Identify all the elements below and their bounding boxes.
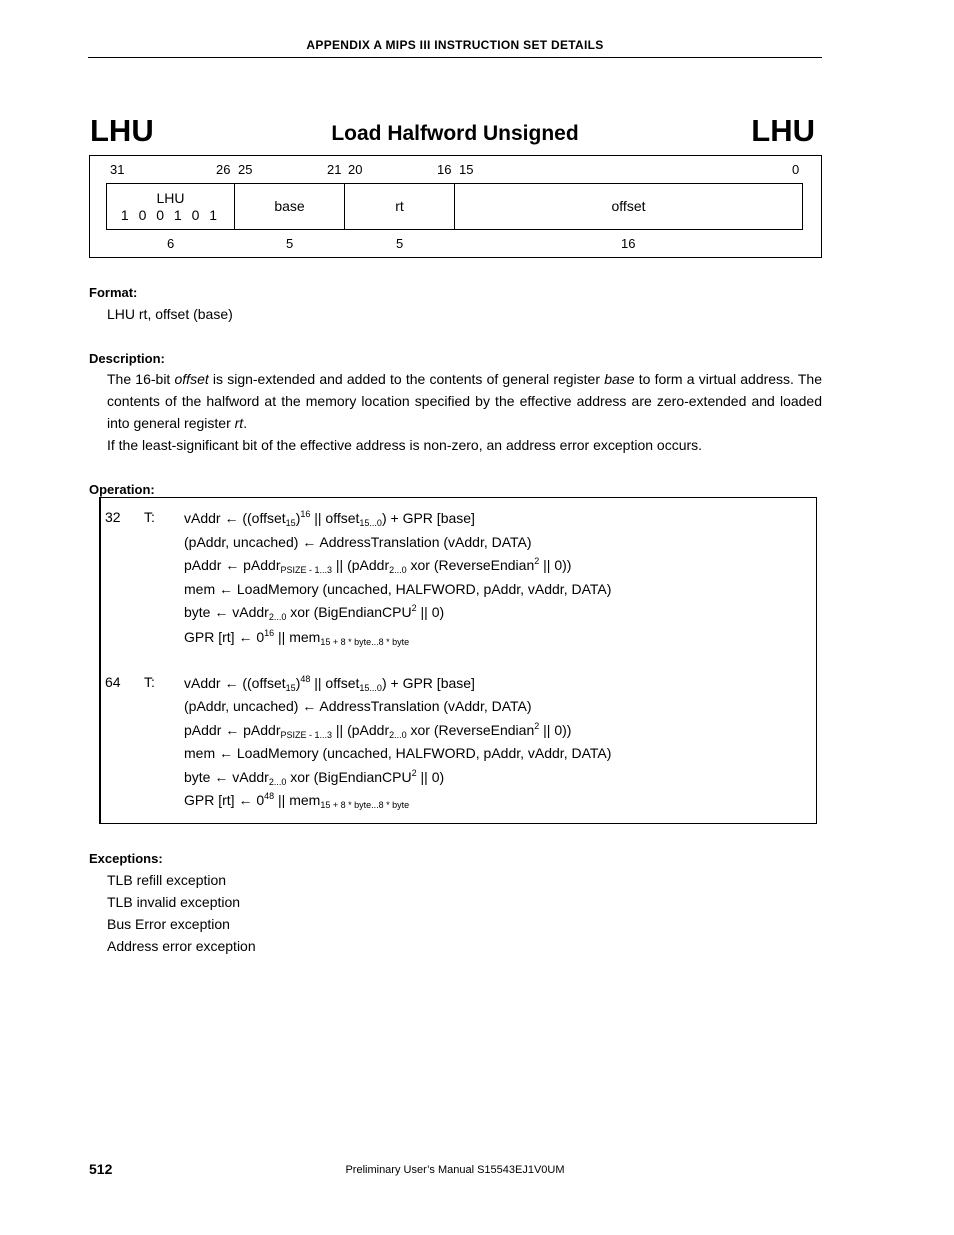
bit-label-0: 0	[792, 162, 800, 177]
exception-item: TLB refill exception	[107, 872, 227, 888]
exception-item: Address error exception	[107, 938, 256, 954]
instruction-title: Load Halfword Unsigned	[331, 122, 579, 145]
op32-line-4: mem ← LoadMemory (uncached, HALFWORD, pAddr, vAddr, DATA)	[184, 581, 612, 597]
bit-label-21: 21	[327, 162, 342, 177]
op-timing-64: T:	[144, 674, 155, 690]
encoding-fields	[106, 183, 803, 230]
op64-line-6: GPR [rt] ← $0^{48}$ || mem$_{15 + 8 * byte...8 * byte}$	[184, 791, 410, 810]
exception-item: Bus Error exception	[107, 916, 230, 932]
description-heading: Description:	[89, 351, 165, 366]
op32-line-2: (pAddr, uncached) ← AddressTranslation (vAddr, DATA)	[184, 534, 532, 550]
opcode-name: LHU	[156, 189, 185, 206]
op32-line-1: vAddr ← ((offset$_{15}$)$^{16}$ || offset$_{15...0}$) + GPR [base]	[184, 509, 475, 528]
format-text: LHU rt, offset (base)	[107, 306, 233, 322]
exception-item: TLB invalid exception	[107, 894, 241, 910]
field-offset	[455, 184, 802, 229]
bit-label-15: 15	[459, 162, 474, 177]
op64-line-4: mem ← LoadMemory (uncached, HALFWORD, pAddr, vAddr, DATA)	[184, 745, 612, 761]
running-header: APPENDIX A MIPS III INSTRUCTION SET DETAILS	[306, 38, 604, 52]
footer-text: Preliminary User’s Manual S15543EJ1V0UM	[345, 1164, 565, 1176]
bit-label-31: 31	[110, 162, 125, 177]
description-paragraph-1: The 16-bit offset is sign-extended and added to the contents of general register base to form a virtual address. The contents of the halfword at the memory location specified by the effective address are zero-extended and loaded into general register rt.	[107, 371, 822, 431]
bit-label-20: 20	[348, 162, 363, 177]
field-base-label: base	[274, 198, 305, 214]
mnemonic-right: LHU	[751, 113, 815, 148]
op64-line-2: (pAddr, uncached) ← AddressTranslation (vAddr, DATA)	[184, 698, 532, 714]
op-timing-32: T:	[144, 509, 155, 525]
field-base	[235, 184, 345, 229]
field-rt-label: rt	[395, 198, 404, 214]
operation-box	[99, 497, 817, 824]
op32-line-6: GPR [rt] ← $0^{16}$ || mem$_{15 + 8 * byte...8 * byte}$	[184, 628, 410, 647]
op64-line-1: vAddr ← ((offset$_{15}$)$^{48}$ || offset$_{15...0}$) + GPR [base]	[184, 674, 475, 693]
format-heading: Format:	[89, 285, 138, 300]
exceptions-list	[107, 869, 256, 957]
op-mode-64: 64	[105, 674, 121, 690]
bit-label-26: 26	[216, 162, 231, 177]
op32-line-3: pAddr ← pAddr$_{PSIZE - 1...3}$ || (pAddr$_{2...0}$ xor (ReverseEndian$^2$ || 0))	[184, 556, 572, 575]
field-rt	[345, 184, 455, 229]
op-mode-32: 32	[105, 509, 121, 525]
width-base: 5	[286, 236, 294, 251]
encoding-diagram	[89, 155, 822, 258]
header-rule	[88, 57, 822, 58]
mnemonic-left: LHU	[90, 113, 154, 148]
page-number: 512	[89, 1161, 113, 1177]
width-offset: 16	[621, 236, 636, 251]
field-opcode	[107, 184, 235, 229]
exceptions-heading: Exceptions:	[89, 851, 163, 866]
bit-label-25: 25	[238, 162, 253, 177]
bit-label-16: 16	[437, 162, 452, 177]
width-rt: 5	[396, 236, 404, 251]
description-body	[107, 368, 822, 456]
operation-heading: Operation:	[89, 482, 155, 497]
width-opcode: 6	[167, 236, 175, 251]
field-offset-label: offset	[611, 198, 646, 214]
description-paragraph-2: If the least-significant bit of the effective address is non-zero, an address error exception occurs.	[107, 437, 703, 453]
op32-line-5: byte ← vAddr$_{2...0}$ xor (BigEndianCPU$^2$ || 0)	[184, 603, 445, 622]
op64-line-5: byte ← vAddr$_{2...0}$ xor (BigEndianCPU$^2$ || 0)	[184, 768, 445, 787]
opcode-bits: 1 0 0 1 0 1	[120, 206, 221, 223]
op64-line-3: pAddr ← pAddr$_{PSIZE - 1...3}$ || (pAddr$_{2...0}$ xor (ReverseEndian$^2$ || 0))	[184, 721, 572, 740]
